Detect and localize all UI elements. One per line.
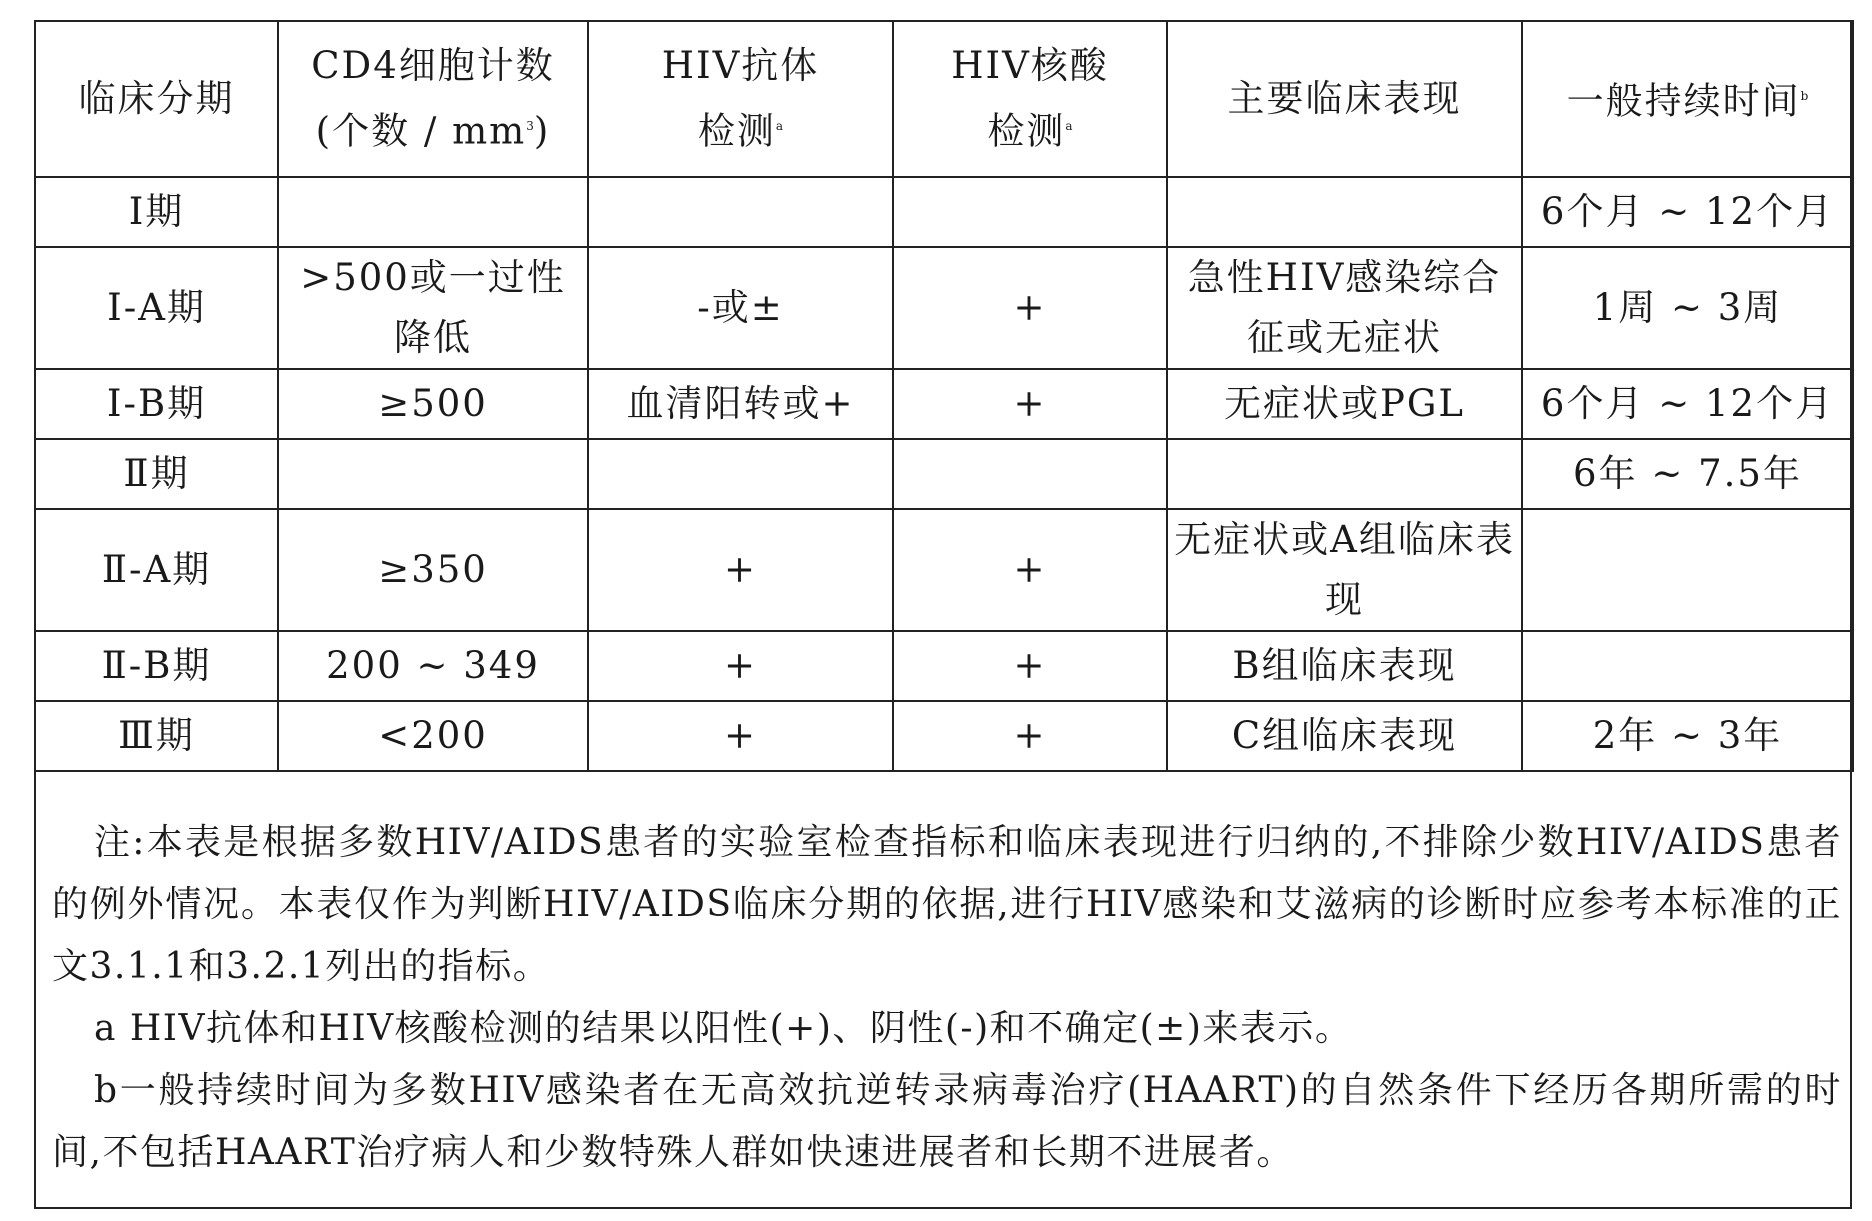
- note-main: 注:本表是根据多数HIV/AIDS患者的实验室检查指标和临床表现进行归纳的,不排除少数HIV/AIDS患者的例外情况。本表仅作为判断HIV/AIDS临床分期的依据,进行HIV感染和艾滋病的诊断时应参考本标准的正文3.1.1和3.2.1列出的指标。: [52, 822, 1842, 987]
- cell-antibody: +: [588, 701, 893, 771]
- cell-stage: Ⅲ期: [35, 701, 278, 771]
- header-duration: 一般持续时间$^b$: [1522, 21, 1853, 177]
- cell-clinical: C组临床表现: [1167, 701, 1522, 771]
- cell-cd4: [278, 439, 588, 509]
- cell-stage: Ⅰ期: [35, 177, 278, 247]
- table-notes: [52, 812, 1842, 1184]
- header-nucleic: [893, 21, 1167, 177]
- cell-antibody: +: [588, 509, 893, 631]
- cell-stage: Ⅱ期: [35, 439, 278, 509]
- cell-duration: 6个月 ~ 12个月: [1522, 369, 1853, 439]
- cell-clinical: 无症状或A组临床表现: [1167, 509, 1522, 631]
- document-frame: [34, 20, 1852, 1209]
- cell-cd4: ≥500: [278, 369, 588, 439]
- cell-duration: 2年 ~ 3年: [1522, 701, 1853, 771]
- cell-duration: 6个月 ~ 12个月: [1522, 177, 1853, 247]
- table-row: [35, 247, 1853, 369]
- cell-stage: Ⅱ-B期: [35, 631, 278, 701]
- cell-cd4: >500或一过性降低: [278, 247, 588, 369]
- header-clinical: [1167, 21, 1522, 177]
- footnote-a: a HIV抗体和HIV核酸检测的结果以阳性(+)、阴性(-)和不确定(±)来表示。: [94, 1008, 1353, 1049]
- cell-stage: Ⅰ-B期: [35, 369, 278, 439]
- header-row: [35, 21, 1853, 177]
- cell-nucleic: +: [893, 631, 1167, 701]
- header-text: 一般持续时间: [1566, 79, 1801, 123]
- cell-cd4: ≥350: [278, 509, 588, 631]
- cell-cd4: <200: [278, 701, 588, 771]
- table-row: [35, 177, 1853, 247]
- cell-nucleic: +: [893, 369, 1167, 439]
- cell-antibody: +: [588, 631, 893, 701]
- cell-nucleic: +: [893, 701, 1167, 771]
- header-text: 主要临床表现: [1227, 77, 1462, 120]
- header-text: HIV抗体: [661, 44, 820, 88]
- header-subtext: (个数 / $mm^3$): [315, 109, 551, 153]
- header-text: HIV核酸: [951, 44, 1109, 88]
- header-stage: [35, 21, 278, 177]
- cell-clinical: 无症状或PGL: [1167, 369, 1522, 439]
- header-subtext: 检测$^a$: [697, 109, 784, 153]
- header-text: CD4细胞计数: [311, 44, 555, 88]
- cell-clinical: [1167, 177, 1522, 247]
- header-subtext: 检测$^a$: [987, 109, 1073, 153]
- cell-duration: 1周 ~ 3周: [1522, 247, 1853, 369]
- cell-nucleic: [893, 439, 1167, 509]
- table-row: [35, 631, 1853, 701]
- clinical-stage-table: [34, 20, 1854, 772]
- cell-duration: [1522, 631, 1853, 701]
- header-cd4: [278, 21, 588, 177]
- table-row: [35, 701, 1853, 771]
- cell-antibody: 血清阳转或+: [588, 369, 893, 439]
- cell-duration: 6年 ~ 7.5年: [1522, 439, 1853, 509]
- table-row: [35, 439, 1853, 509]
- cell-cd4: [278, 177, 588, 247]
- cell-stage: Ⅱ-A期: [35, 509, 278, 631]
- cell-nucleic: +: [893, 247, 1167, 369]
- cell-antibody: -或±: [588, 247, 893, 369]
- cell-clinical: [1167, 439, 1522, 509]
- cell-clinical: 急性HIV感染综合征或无症状: [1167, 247, 1522, 369]
- cell-clinical: B组临床表现: [1167, 631, 1522, 701]
- cell-antibody: [588, 177, 893, 247]
- header-antibody: [588, 21, 893, 177]
- header-text: 临床分期: [78, 77, 235, 120]
- cell-stage: Ⅰ-A期: [35, 247, 278, 369]
- cell-antibody: [588, 439, 893, 509]
- cell-nucleic: +: [893, 509, 1167, 631]
- table-row: [35, 509, 1853, 631]
- cell-nucleic: [893, 177, 1167, 247]
- cell-cd4: 200 ~ 349: [278, 631, 588, 701]
- cell-duration: [1522, 509, 1853, 631]
- footnote-b: b一般持续时间为多数HIV感染者在无高效抗逆转录病毒治疗(HAART)的自然条件下经历各期所需的时间,不包括HAART治疗病人和少数特殊人群如快速进展者和长期不进展者。: [52, 1070, 1842, 1173]
- table-row: [35, 369, 1853, 439]
